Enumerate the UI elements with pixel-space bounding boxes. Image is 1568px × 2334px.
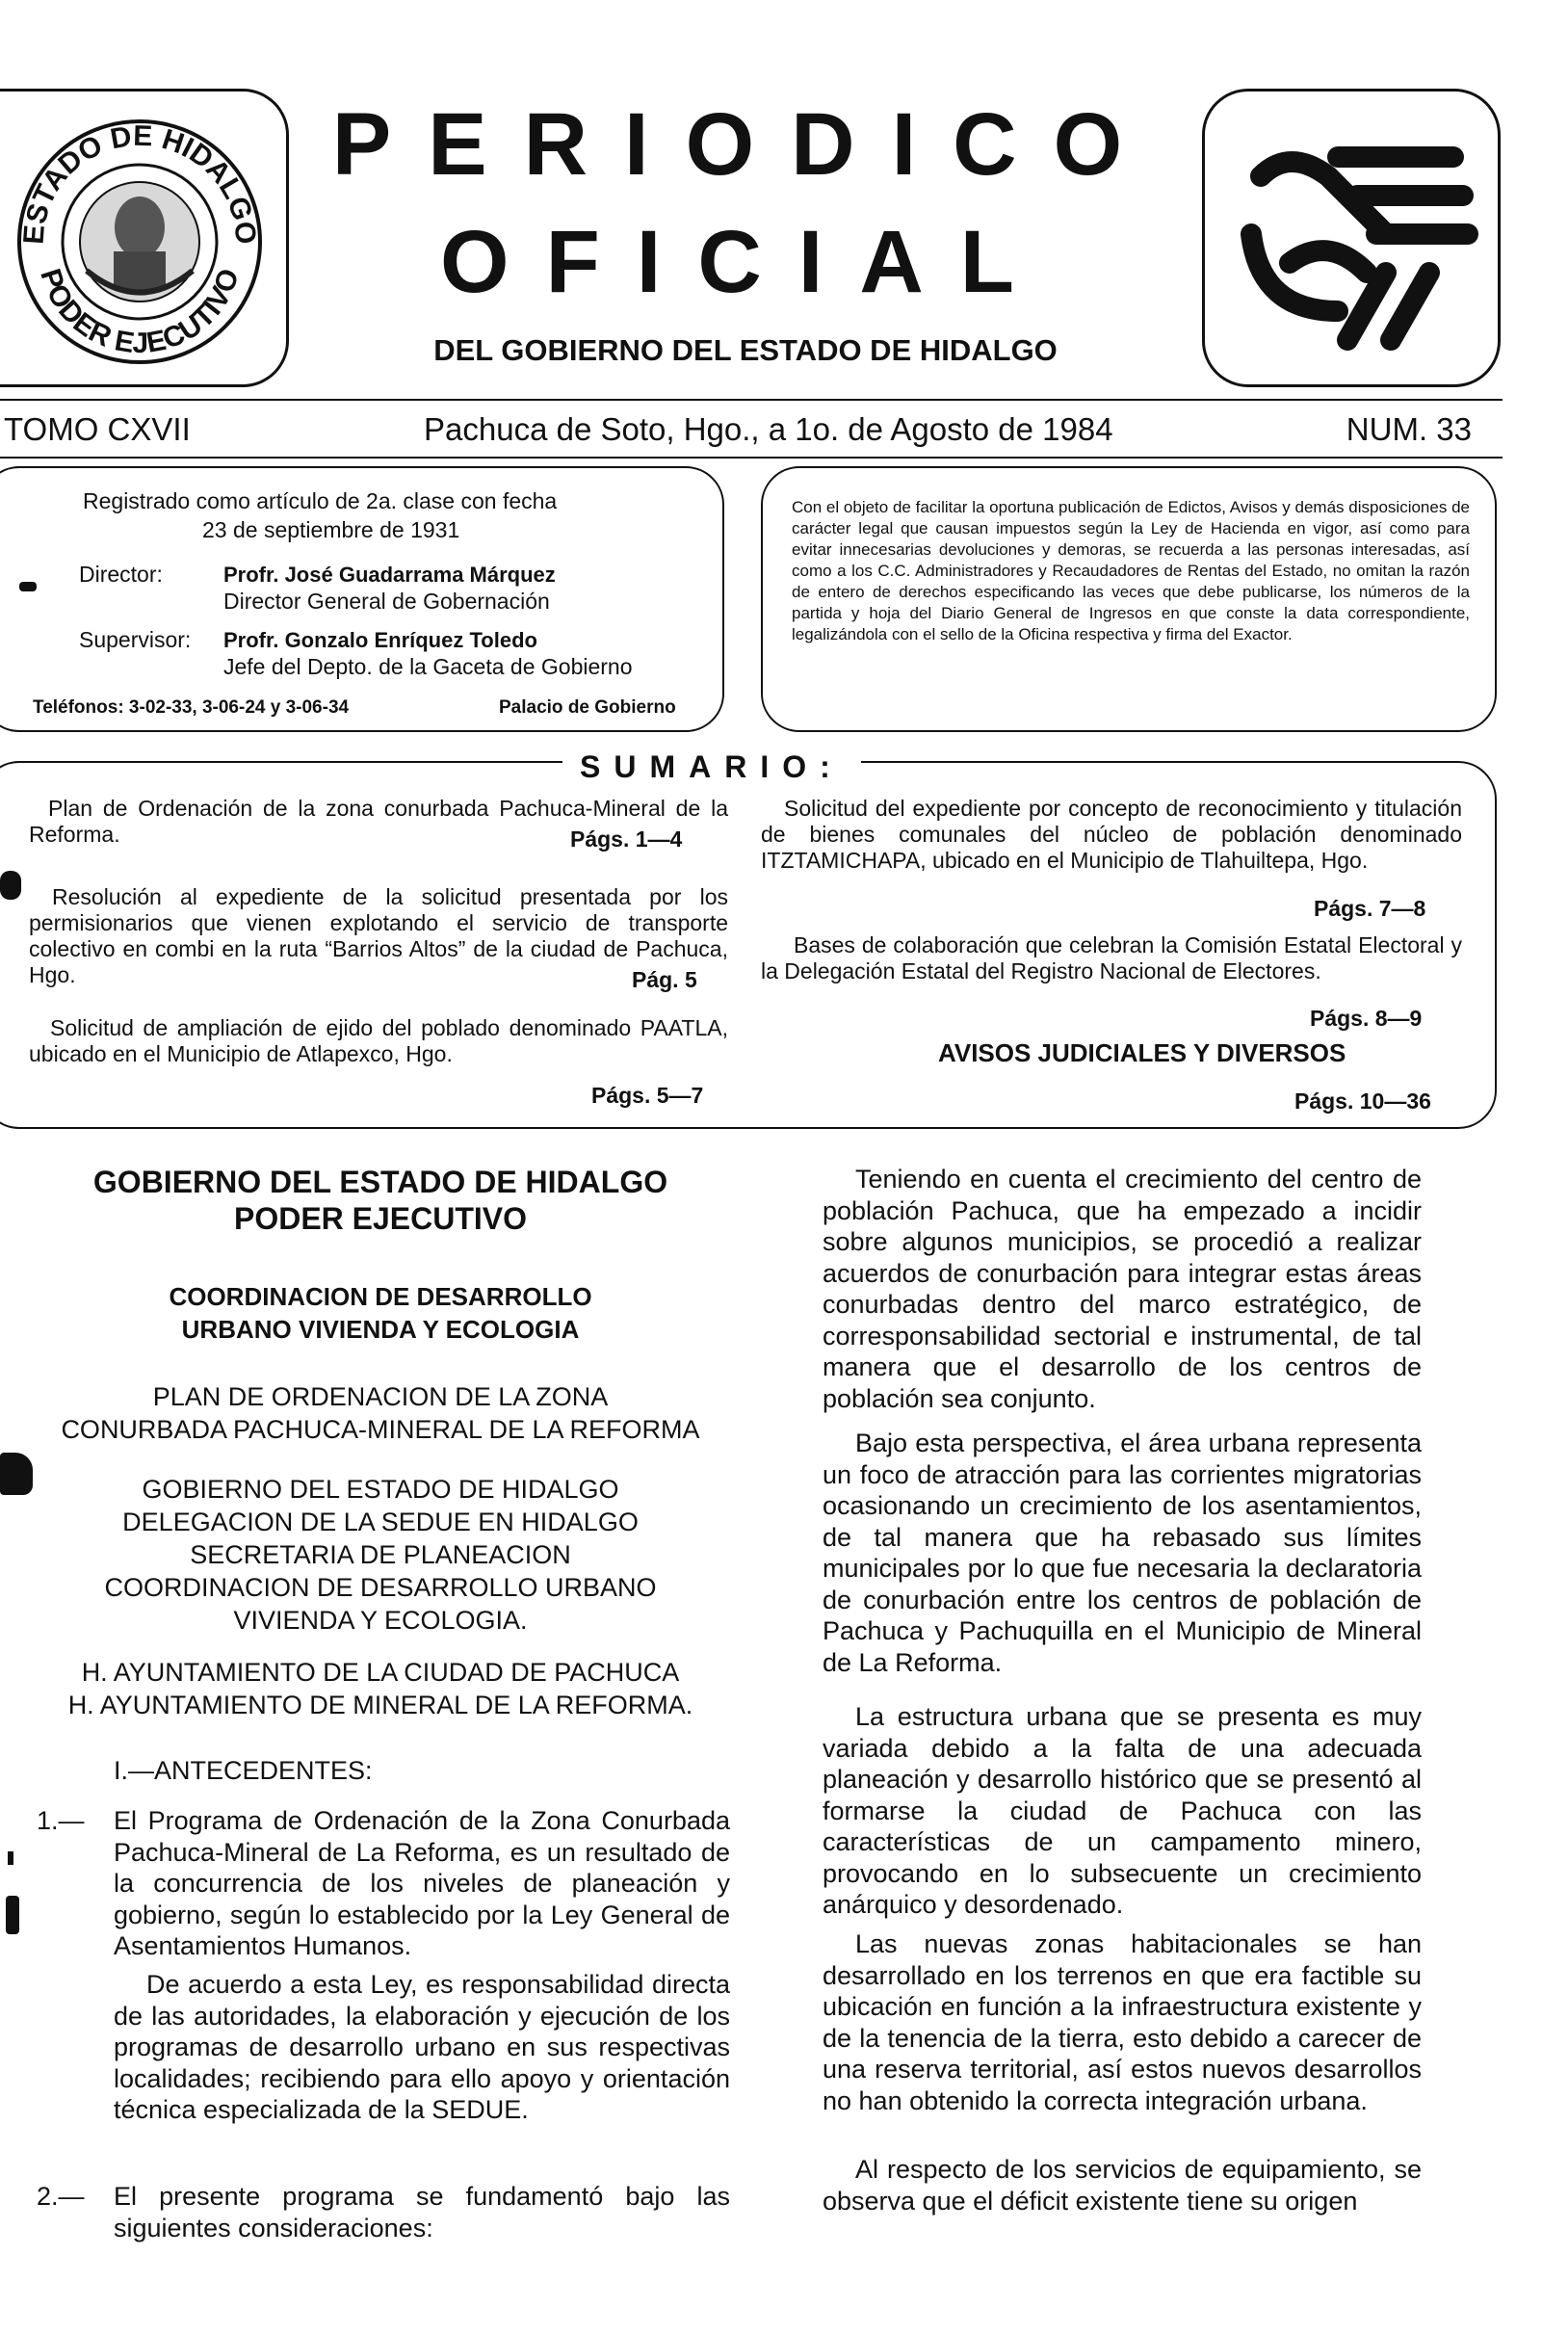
summary-item-5-pages: Págs. 8—9 <box>1310 1006 1423 1031</box>
summary-item-5: Bases de colaboración que celebran la Comisión Estatal Electoral y la Delegación Estatal del Registro Nacional de Electores. <box>761 932 1462 983</box>
council-line-2: H. AYUNTAMIENTO DE MINERAL DE LA REFORMA. <box>67 1691 693 1719</box>
government-emblem-icon <box>1222 118 1482 359</box>
supervisor-name: Profr. Gonzalo Enríquez Toledo <box>223 628 537 652</box>
director-title: Director General de Gobernación <box>223 589 550 614</box>
volume-number: TOMO CXVII <box>4 411 191 447</box>
section-heading-antecedentes: I.—ANTECEDENTES: <box>114 1756 373 1785</box>
registration-line1: Registrado como artículo de 2a. clase con fecha <box>83 488 558 513</box>
article-heading-1: GOBIERNO DEL ESTADO DE HIDALGO <box>92 1165 668 1199</box>
article-heading-2: PODER EJECUTIVO <box>233 1201 528 1236</box>
summary-item-6: AVISOS JUDICIALES Y DIVERSOS <box>938 1038 1346 1067</box>
summary-item-4-pages: Págs. 7—8 <box>1314 896 1426 921</box>
registration-line2: 23 de septiembre de 1931 <box>202 517 460 542</box>
summary-item-2: Resolución al expediente de la solicitud presentada por los permisionarios que vienen explotando el servicio de transporte colectivo en combi en la ruta “Barrios Altos” de la ciudad de Pachuca, Hgo. <box>29 884 728 987</box>
masthead-title-line1: PERIODICO <box>331 95 1160 194</box>
institution-line-3: SECRETARIA DE PLANEACION <box>190 1540 571 1569</box>
issue-number: NUM. 33 <box>1346 411 1472 447</box>
article-subheading-1: COORDINACION DE DESARROLLO <box>169 1282 592 1311</box>
summary-item-1-pages: Págs. 1—4 <box>570 826 683 852</box>
summary-title: SUMARIO: <box>562 747 861 786</box>
institution-line-4: COORDINACION DE DESARROLLO URBANO <box>104 1573 657 1602</box>
summary-item-3: Solicitud de ampliación de ejido del poblado denominado PAATLA, ubicado en el Municipio de Atlapexco, Hgo. <box>29 1015 728 1066</box>
item-2-text: El presente programa se fundamentó bajo las siguientes consideraciones: <box>114 2182 730 2242</box>
paragraph-5: Al respecto de los servicios de equipamiento, se observa que el déficit existente tiene su origen <box>823 2155 1422 2216</box>
masthead-subtitle: DEL GOBIERNO DEL ESTADO DE HIDALGO <box>433 333 1058 367</box>
state-seal-icon <box>10 107 270 367</box>
masthead-title-line2: OFICIAL <box>440 213 1051 311</box>
supervisor-title: Jefe del Depto. de la Gaceta de Gobierno <box>223 654 633 679</box>
item-1-number: 1.— <box>37 1806 85 1835</box>
registration-box <box>0 466 724 732</box>
seal-text-top: ESTADO DE HIDALGO <box>17 119 262 246</box>
item-1-text: El Programa de Ordenación de la Zona Conurbada Pachuca-Mineral de La Reforma, es un resultado de la concurrencia de los niveles de planeación y gobierno, según lo establecido por la Ley General de Asentamientos Humanos. <box>114 1806 730 1960</box>
seal-text-bottom: PODER EJECUTIVO <box>34 264 246 360</box>
summary-item-6-pages: Págs. 10—36 <box>1294 1088 1431 1114</box>
paragraph-3: La estructura urbana que se presenta es muy variada debido a la falta de una adecuada planeación y desarrollo histórico que se presentó al formarse la ciudad de Pachuca con las características de un campamento minero, provocando en lo subsecuente un crecimiento anárquico y desordenado. <box>823 1702 1422 1919</box>
item-1-paragraph-2: De acuerdo a esta Ley, es responsabilidad directa de las autoridades, la elaboración y ejecución de los programas de desarrollo urbano en sus respectivas localidades; recibiendo para ello apoyo y orientación técnica especializada de la SEDUE. <box>114 1970 730 2124</box>
margin-mark <box>8 1851 13 1865</box>
plan-title-2: CONURBADA PACHUCA-MINERAL DE LA REFORMA <box>61 1415 700 1444</box>
summary-item-1: Plan de Ordenación de la zona conurbada Pachuca-Mineral de la Reforma. <box>29 796 728 847</box>
margin-mark <box>0 871 21 900</box>
margin-mark <box>0 1453 33 1495</box>
supervisor-label: Supervisor: <box>79 627 192 652</box>
emblem-frame <box>1202 89 1501 387</box>
seal-frame <box>0 89 289 387</box>
director-label: Director: <box>79 562 163 587</box>
dateline: Pachuca de Soto, Hgo., a 1o. de Agosto de 1984 <box>424 411 1113 447</box>
notice-box <box>761 466 1497 732</box>
issue-info-line <box>0 405 1503 455</box>
institution-line-2: DELEGACION DE LA SEDUE EN HIDALGO <box>122 1508 639 1536</box>
margin-mark <box>6 1896 19 1934</box>
notice-text: Con el objeto de facilitar la oportuna publicación de Edictos, Avisos y demás disposiciones de carácter legal que causan impuestos según la Ley de Hacienda en vigor, así como para evitar innecesarias devoluciones y demoras, se recuerda a las personas interesadas, así como a los C.C. Administradores y Recaudadores de Rentas del Estado, no omitan la razón de entero de derechos especificando las veces que debe publicarse, los números de la partida y hoja del Diario General de Ingresos en que conste la data correspondiente, legalizándola con el sello de la Oficina respectiva y firma del Exactor. <box>792 498 1470 643</box>
summary-item-4: Solicitud del expediente por concepto de reconocimiento y titulación de bienes comunales del núcleo de población denominado ITZTAMICHAPA, ubicado en el Municipio de Tlahuiltepa, Hgo. <box>761 796 1462 873</box>
institution-line-1: GOBIERNO DEL ESTADO DE HIDALGO <box>142 1475 619 1504</box>
summary-item-3-pages: Págs. 5—7 <box>591 1083 704 1108</box>
paragraph-1: Teniendo en cuenta el crecimiento del centro de población Pachuca, que ha empezado a incidir sobre algunos municipios, se procedió a realizar acuerdos de conurbación para integrar estas áreas conurbadas dentro del marco estratégico, de corresponsabilidad sectorial e instrumental, de tal manera que el desarrollo de los centros de población sea conjunto. <box>823 1165 1422 1413</box>
top-rule <box>0 399 1503 401</box>
plan-title-1: PLAN DE ORDENACION DE LA ZONA <box>152 1382 609 1411</box>
margin-mark <box>19 582 37 591</box>
bottom-rule <box>0 457 1503 459</box>
article-subheading-2: URBANO VIVIENDA Y ECOLOGIA <box>181 1315 580 1344</box>
phone-numbers: Teléfonos: 3-02-33, 3-06-24 y 3-06-34 <box>33 697 350 718</box>
item-2-number: 2.— <box>37 2182 85 2211</box>
institution-line-5: VIVIENDA Y ECOLOGIA. <box>233 1606 528 1635</box>
council-line-1: H. AYUNTAMIENTO DE LA CIUDAD DE PACHUCA <box>81 1658 680 1687</box>
summary-item-2-pages: Pág. 5 <box>632 967 697 992</box>
paragraph-4: Las nuevas zonas habitacionales se han desarrollado en los terrenos en que era factible su ubicación en función a la infraestructura existente y de la tenencia de la tierra, esto debido a carecer de una reserva territorial, así estos nuevos desarrollos no han obtenido la correcta integración urbana. <box>823 1929 1422 2115</box>
government-palace: Palacio de Gobierno <box>499 697 676 718</box>
paragraph-2: Bajo esta perspectiva, el área urbana representa un foco de atracción para las corrientes migratorias ocasionando un crecimiento de los asentamientos, de tal manera que ha rebasado sus límites municipales por lo que fue necesaria la declaratoria de conurbación entre los centros de población de Pachuca y Pachuquilla en el Municipio de Mineral de La Reforma. <box>823 1429 1422 1677</box>
director-name: Profr. José Guadarrama Márquez <box>223 563 556 587</box>
